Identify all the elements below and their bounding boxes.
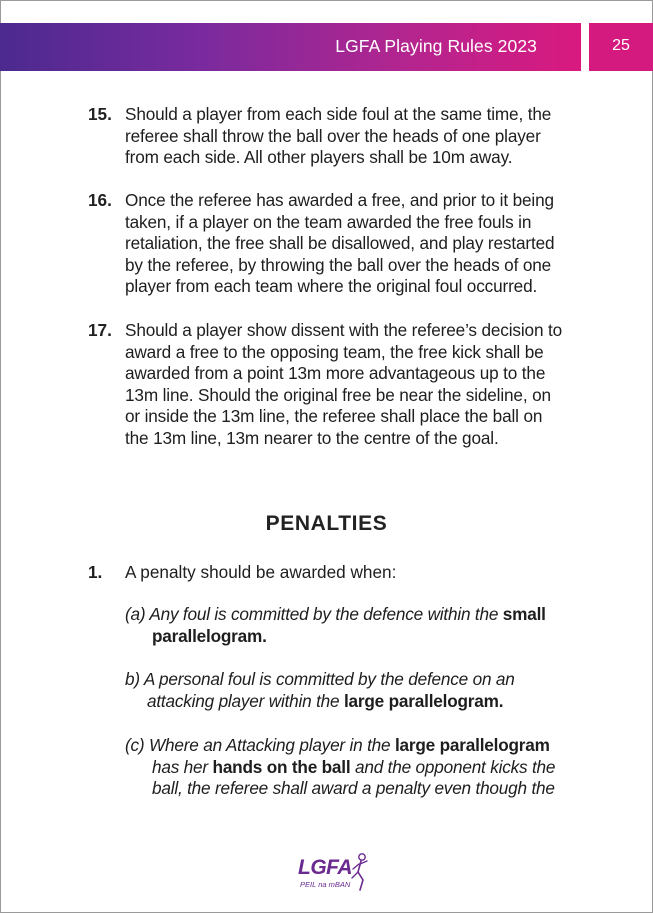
rule-line: award a free to the opposing team, the free kick shall be: [125, 341, 544, 362]
rule-line: player from each team where the original foul occurred.: [125, 276, 538, 297]
clause-bold-text: large parallelogram: [394, 735, 550, 755]
rule-text: [125, 320, 588, 450]
clause-text: (c) Where an Attacking player in the: [125, 735, 395, 755]
penalty-item-1: [88, 562, 396, 584]
clause-line: ball, the referee shall award a penalty even though the: [152, 778, 555, 799]
rule-text: [125, 104, 588, 169]
rule-line: awarded from a point 13m more advantageous up to the: [125, 363, 546, 384]
rule-line: by the referee, by throwing the ball over the heads of one: [125, 254, 552, 275]
clause-line: [125, 604, 595, 626]
sub-clause-b: [125, 669, 595, 712]
item-number: 1.: [88, 562, 103, 582]
lgfa-logo: [296, 850, 376, 896]
rule-16: [88, 190, 588, 298]
rule-line: Once the referee has awarded a free, and prior to it being: [125, 190, 554, 210]
section-heading: PENALTIES: [265, 512, 388, 535]
clause-text: (a) Any foul is committed by the defence within the: [125, 604, 503, 624]
logo-subtext: PEIL na mBAN: [300, 880, 351, 889]
rule-15: [88, 104, 588, 169]
header-banner: [0, 23, 581, 71]
sub-clause-a: [125, 604, 595, 647]
logo-text: LGFA: [298, 856, 352, 879]
rule-line: the 13m line, 13m nearer to the centre of the goal.: [125, 427, 499, 448]
clause-bold-text: large parallelogram.: [343, 690, 504, 711]
rule-line: taken, if a player on the team awarded the free fouls in: [125, 211, 532, 232]
rule-number: 17.: [88, 320, 112, 340]
clause-bold-text: small: [502, 604, 546, 624]
rule-17: [88, 320, 588, 450]
player-figure-icon: [348, 852, 374, 894]
clause-bold-text: hands on the ball: [212, 756, 351, 777]
page-number: 25: [612, 37, 630, 54]
clause-line: [125, 691, 595, 713]
clause-text: has her: [152, 756, 213, 777]
rule-number: 15.: [88, 104, 112, 124]
rule-line: referee shall throw the ball over the heads of one player: [125, 125, 541, 146]
rule-line: Should a player from each side foul at the same time, the: [125, 104, 552, 124]
rule-line: or inside the 13m line, the referee shall place the ball on: [125, 406, 543, 427]
clause-text: and the opponent kicks the: [350, 756, 556, 777]
clause-line: b) A personal foul is committed by the defence on an: [125, 669, 515, 689]
rule-text: [125, 190, 588, 298]
clause-text: attacking player within the: [147, 690, 344, 711]
clause-line: [125, 626, 595, 648]
clause-line: [125, 735, 595, 757]
rule-line: Should a player show dissent with the referee’s decision to: [125, 320, 563, 340]
page-number-box: [589, 23, 653, 71]
sub-clause-c: [125, 735, 595, 800]
clause-bold-text: parallelogram.: [152, 625, 267, 646]
rule-number: 16.: [88, 190, 112, 210]
clause-line: [125, 757, 595, 779]
item-text: A penalty should be awarded when:: [125, 562, 397, 582]
rule-line: from each side. All other players shall be 10m away.: [125, 147, 513, 168]
rule-line: 13m line. Should the original free be near the sideline, on: [125, 384, 551, 405]
document-title: LGFA Playing Rules 2023: [335, 36, 537, 56]
rule-line: retaliation, the free shall be disallowed, and play restarted: [125, 233, 555, 254]
